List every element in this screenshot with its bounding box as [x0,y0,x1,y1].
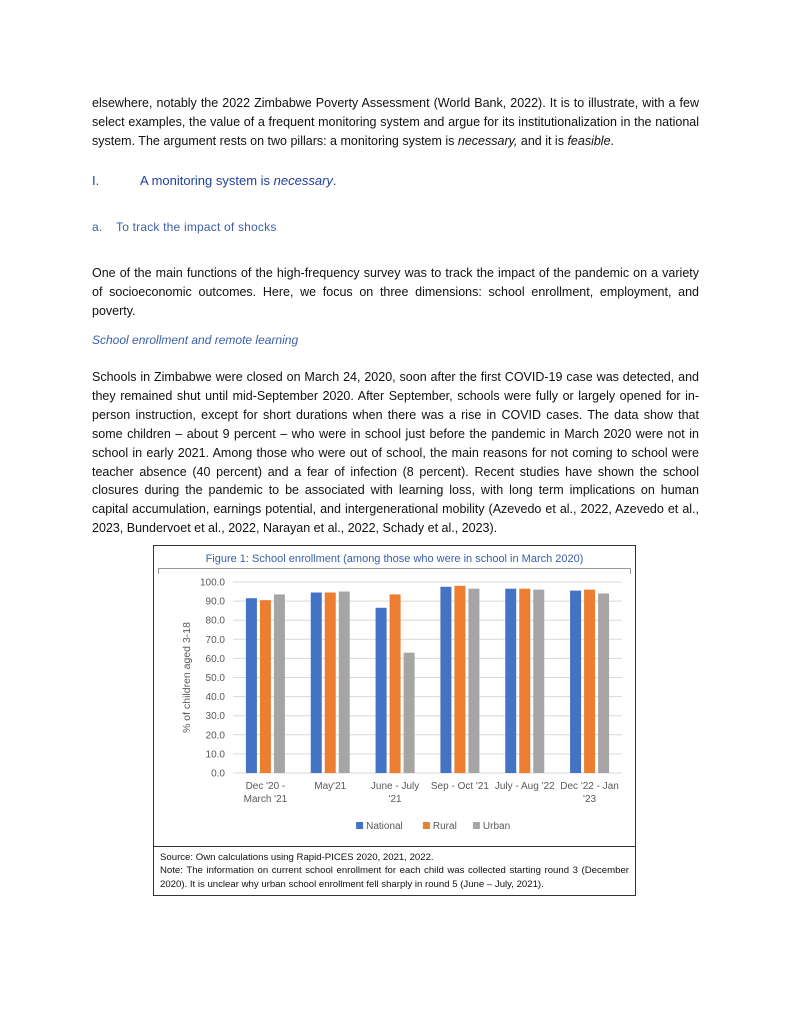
subsection-heading [92,220,277,234]
bar-national [376,608,387,773]
y-tick-label: 0.0 [211,768,225,780]
bar-urban [404,653,415,773]
figure-1 [153,545,636,896]
y-tick-label: 60.0 [205,653,225,665]
figure-source: Source: Own calculations using Rapid-PICES 2020, 2021, 2022. [160,852,434,863]
bar-rural [584,590,595,773]
bar-urban [339,592,350,773]
y-tick-label: 90.0 [205,596,225,608]
x-tick-label: Sep - Oct '21 [430,781,489,792]
x-tick-label: Dec '22 - Jan [560,781,619,792]
bar-national [440,587,451,773]
legend-swatch-national [356,822,363,829]
intro-paragraph [92,94,699,151]
intro-text: elsewhere, notably the 2022 Zimbabwe Poverty Assessment (World Bank, 2022). It is to illustrate, with a few select examples, the value of a frequent monitoring system and argue for its institutionalization in the national system. The argument rests on two pillars: a monitoring system is [92,96,699,148]
bar-urban [274,594,285,773]
intro-text-end: . [610,133,615,148]
y-tick-label: 80.0 [205,615,225,627]
section-title: A monitoring system is [140,173,274,188]
y-axis-label: % of children aged 3-18 [181,622,193,733]
x-tick-label: May'21 [314,781,347,792]
legend-swatch-urban [473,822,480,829]
bar-rural [260,600,271,773]
bar-national [570,591,581,773]
paragraph-school: Schools in Zimbabwe were closed on March 24, 2020, soon after the first COVID-19 case was detected, and they remained shut until mid-September 2020. After September, schools were fully or largely opened for in-person instruction, except for short durations when there was a rise in COVID cases. The data show that some children – about 9 percent – who were in school just before the pandemic in March 2020 were not in school in early 2021. Among those who were out of school, the main reasons for not coming to school were teacher absence (40 percent) and a fear of infection (8 percent). Recent studies have shown the school closures during the pandemic to be associated with learning loss, with long term implications on human capital accumulation, earnings potential, and intergenerational mobility (Azevedo et al., 2022, Azevedo et al., 2023, Bundervoet et al., 2022, Narayan et al., 2022, Schady et al., 2023). [92,370,699,536]
section-number: I. [92,173,100,188]
legend-label-national: National [366,821,403,832]
bar-urban [468,589,479,773]
figure-title: Figure 1: School enrollment (among those who were in school in March 2020) [205,553,584,565]
section-title-end: . [332,173,337,188]
bar-national [505,589,516,773]
y-tick-label: 10.0 [205,749,225,761]
y-tick-label: 20.0 [205,730,225,742]
bar-national [246,598,257,773]
bar-rural [519,589,530,773]
legend-label-rural: Rural [432,821,457,832]
y-tick-label: 40.0 [205,692,225,704]
x-tick-label: July - Aug '22 [494,781,555,792]
figure-title-rule [158,568,631,569]
legend-swatch-rural [423,822,430,829]
figure-note: Note: The information on current school enrollment for each child was collected starting round 3 (December 2020). It is unclear why urban school enrollment fell sharply in round 5 (June – July, 2021). [160,865,629,890]
intro-text-mid: and it is [517,133,568,148]
y-tick-label: 70.0 [205,634,225,646]
x-tick-label: '21 [388,794,402,805]
paragraph-impact: One of the main functions of the high-frequency survey was to track the impact of the pandemic on a variety of socioeconomic outcomes. Here, we focus on three dimensions: school enrollment, employment, and poverty. [92,266,699,318]
subsection-title: To track the impact of shocks [116,220,277,234]
x-tick-label: Dec '20 - [245,781,286,792]
subsection-letter: a. [92,220,103,234]
subsubsection-heading: School enrollment and remote learning [92,333,299,347]
bar-urban [598,593,609,773]
x-tick-label: '23 [583,794,597,805]
bar-rural [325,593,336,773]
y-tick-label: 100.0 [199,577,225,589]
bar-rural [454,586,465,773]
section-heading [92,173,337,188]
school-enrollment-chart [154,570,635,845]
intro-emphasis-necessary: necessary, [457,133,518,148]
x-tick-label: June - July [370,781,420,792]
y-tick-label: 30.0 [205,711,225,723]
bar-urban [533,590,544,773]
section-title-emphasis: necessary [273,173,333,188]
bar-rural [390,594,401,773]
bar-national [311,593,322,773]
y-tick-label: 50.0 [205,673,225,684]
x-tick-label: March '21 [243,794,288,805]
legend-label-urban: Urban [482,821,511,832]
intro-emphasis-feasible: feasible [567,133,611,148]
figure-notes [154,846,635,891]
